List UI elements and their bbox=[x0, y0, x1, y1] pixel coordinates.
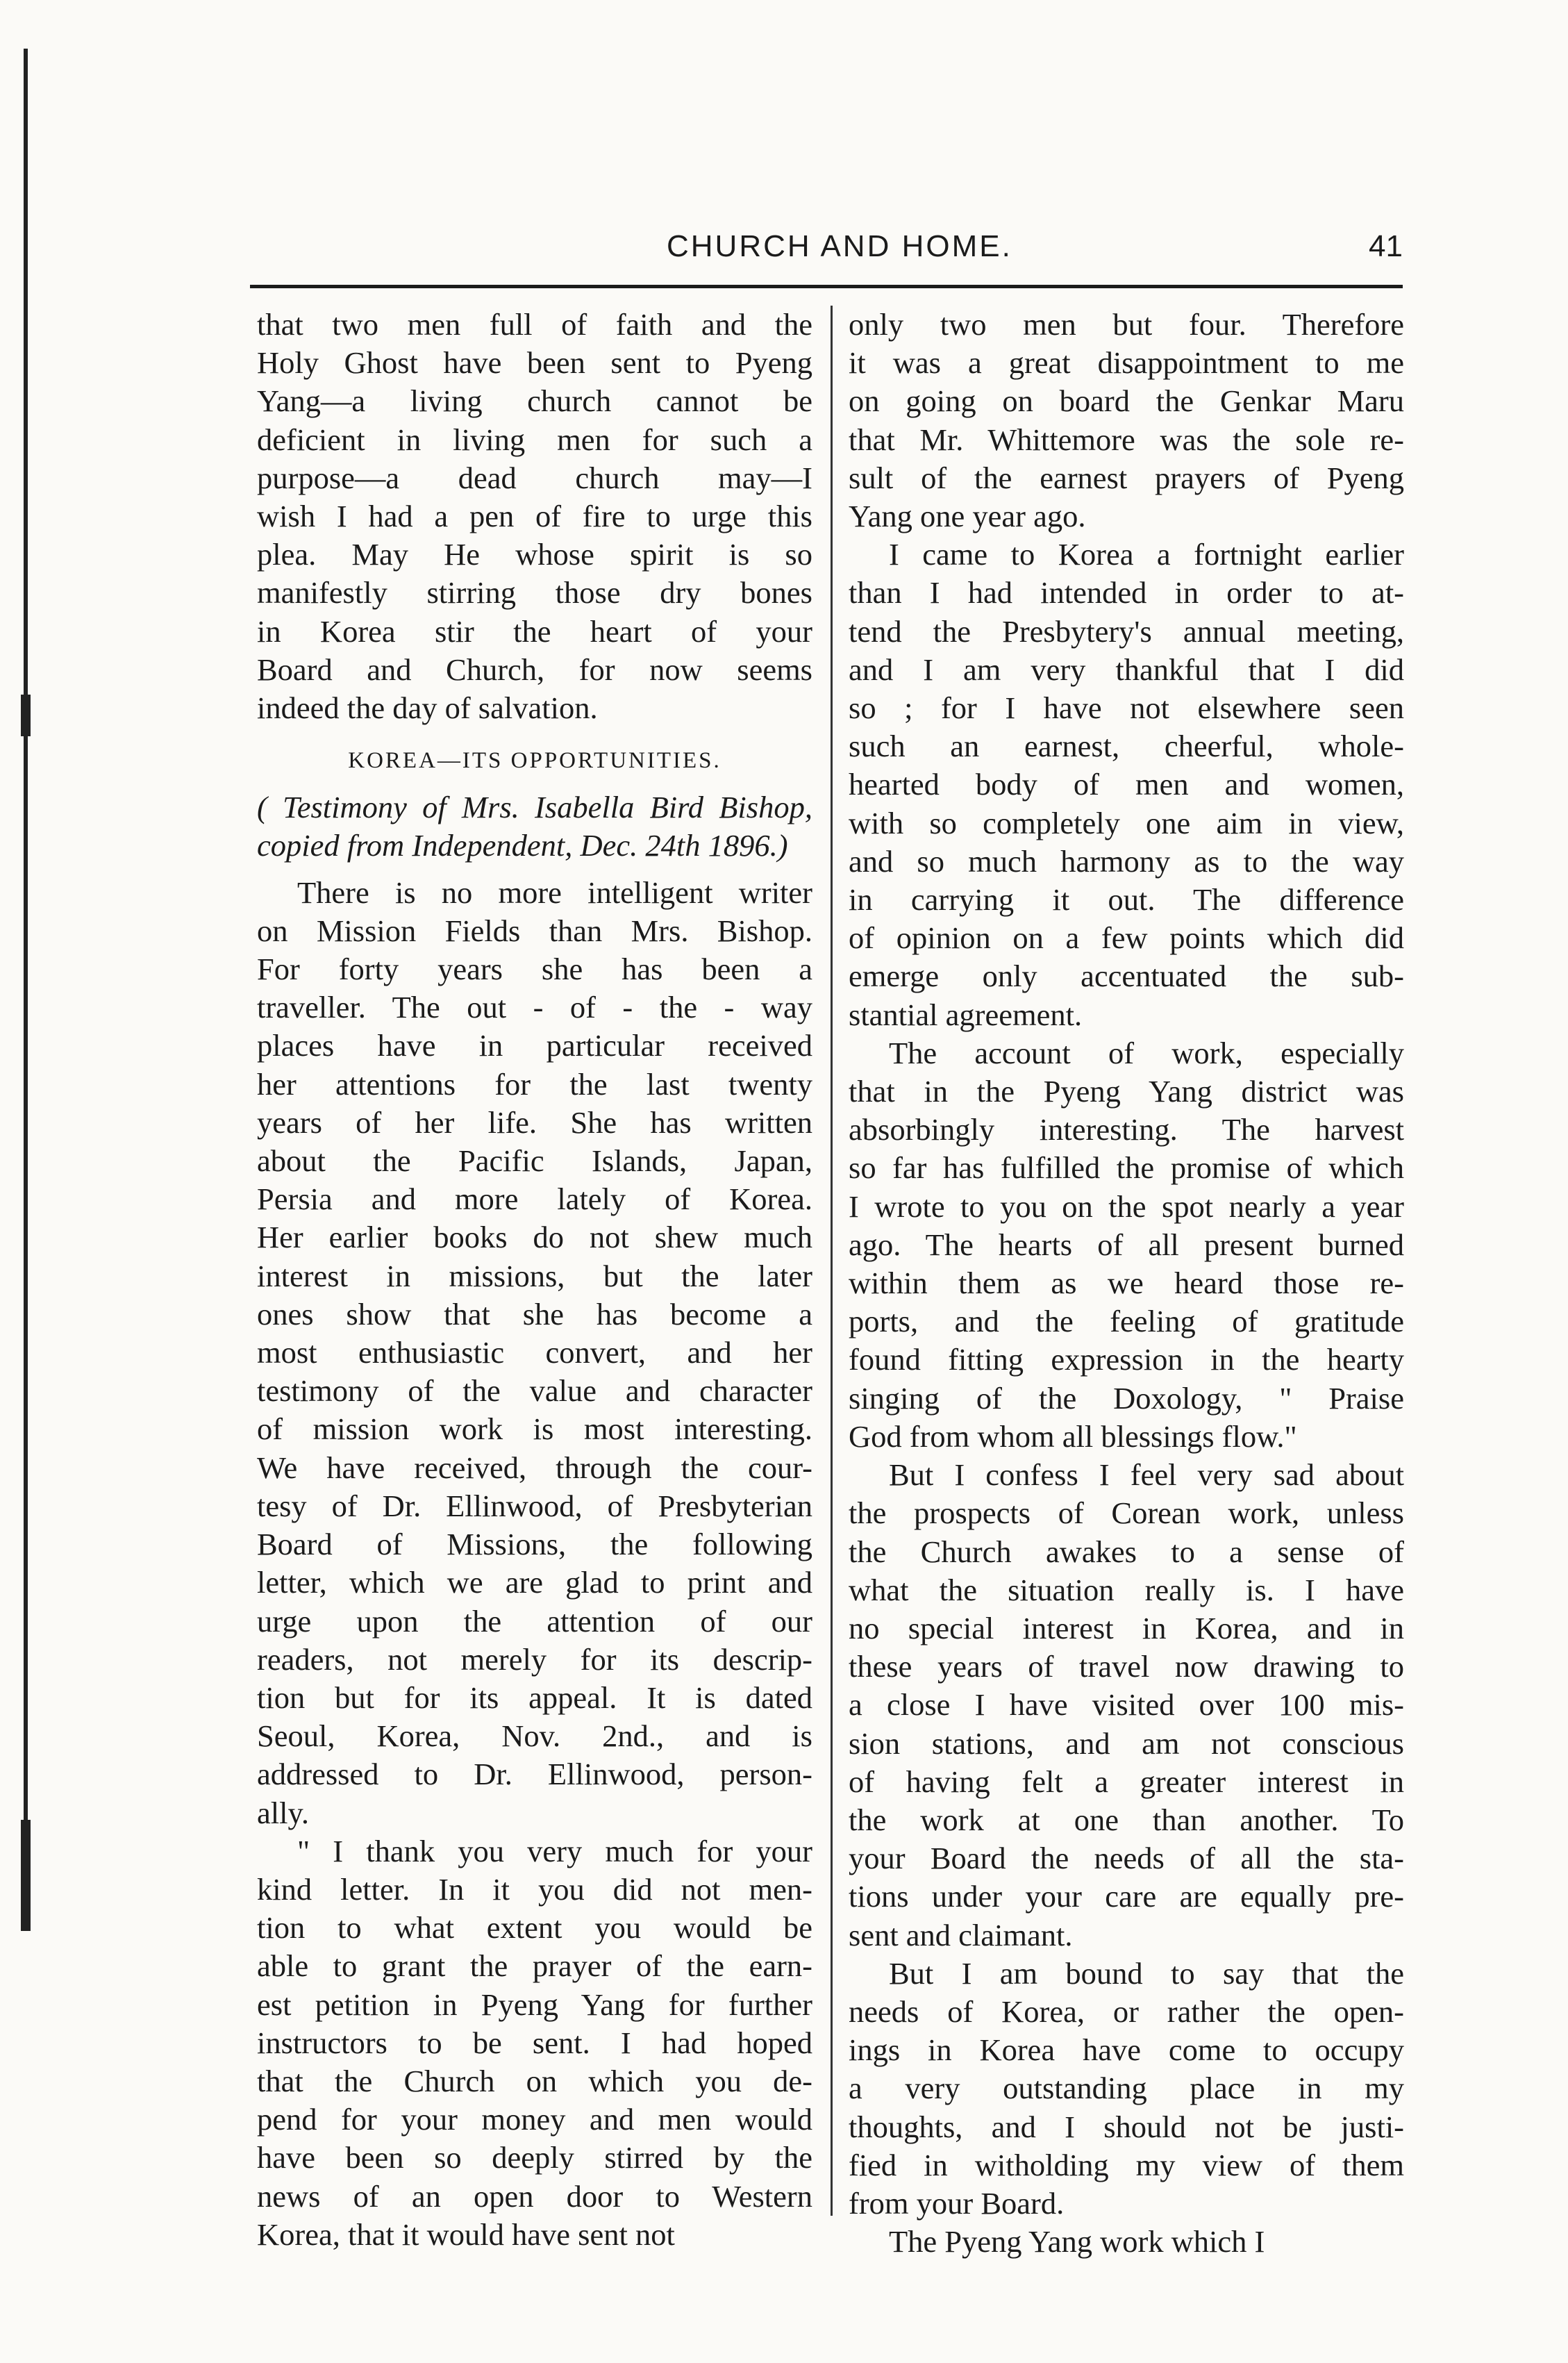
text-line: instructors to be sent. I had hoped bbox=[257, 2025, 812, 2060]
text-line: urge upon the attention of our bbox=[257, 1603, 812, 1639]
scan-mark bbox=[21, 695, 31, 736]
section-heading: KOREA—ITS OPPORTUNITIES. bbox=[348, 748, 722, 774]
text-line: deficient in living men for such a bbox=[257, 422, 812, 457]
text-line: sult of the earnest prayers of Pyeng bbox=[849, 460, 1404, 495]
text-line: tend the Presbytery's annual meeting, bbox=[849, 613, 1404, 649]
paragraph bbox=[849, 306, 1404, 536]
text-line: absorbingly interesting. The harvest bbox=[849, 1112, 1404, 1147]
text-line: your Board the needs of all the sta- bbox=[849, 1841, 1404, 1876]
text-line: traveller. The out - of - the - way bbox=[257, 990, 812, 1025]
text-line: needs of Korea, or rather the open- bbox=[849, 1993, 1404, 2029]
text-line: on Mission Fields than Mrs. Bishop. bbox=[257, 913, 812, 948]
text-line: wish I had a pen of fire to urge this bbox=[257, 499, 812, 534]
text-line: kind letter. In it you did not men- bbox=[257, 1871, 812, 1907]
paragraph bbox=[849, 1955, 1404, 2223]
text-line: so ; for I have not elsewhere seen bbox=[849, 690, 1404, 726]
text-line: Korea, that it would have sent not bbox=[257, 2216, 675, 2252]
text-line: no special interest in Korea, and in bbox=[849, 1610, 1404, 1645]
text-line: Yang one year ago. bbox=[849, 499, 1086, 534]
text-line: ago. The hearts of all present burned bbox=[849, 1227, 1404, 1262]
text-line: that two men full of faith and the bbox=[257, 307, 812, 342]
text-line: tion but for its appeal. It is dated bbox=[257, 1680, 812, 1715]
text-line: that the Church on which you de- bbox=[257, 2063, 812, 2098]
text-line: Holy Ghost have been sent to Pyeng bbox=[257, 345, 812, 381]
text-line: tion to what extent you would be bbox=[257, 1910, 812, 1946]
right-column bbox=[849, 306, 1404, 2260]
text-line: from your Board. bbox=[849, 2185, 1065, 2221]
text-line: found fitting expression in the hearty bbox=[849, 1342, 1404, 1377]
text-line: sent and claimant. bbox=[849, 1917, 1073, 1952]
text-line: only two men but four. Therefore bbox=[849, 307, 1404, 342]
text-line: Board and Church, for now seems bbox=[257, 652, 812, 687]
text-line: God from whom all blessings flow." bbox=[849, 1418, 1297, 1454]
text-line: testimony of the value and character bbox=[257, 1373, 812, 1409]
text-line: The Pyeng Yang work which I bbox=[889, 2224, 1265, 2260]
paragraph bbox=[257, 1832, 812, 2254]
text-line: that in the Pyeng Yang district was bbox=[849, 1074, 1404, 1109]
text-line: have been so deeply stirred by the bbox=[257, 2140, 812, 2175]
text-line: and I am very thankful that I did bbox=[849, 652, 1404, 687]
text-line: of having felt a greater interest in bbox=[849, 1764, 1404, 1799]
text-line: most enthusiastic convert, and her bbox=[257, 1335, 812, 1370]
text-line: manifestly stirring those dry bones bbox=[257, 575, 812, 611]
column-divider bbox=[831, 306, 833, 2216]
text-line: it was a great disappointment to me bbox=[849, 345, 1404, 381]
text-line: ports, and the feeling of gratitude bbox=[849, 1304, 1404, 1339]
text-line: within them as we heard those re- bbox=[849, 1266, 1404, 1301]
text-line: a very outstanding place in my bbox=[849, 2071, 1404, 2106]
text-line: thoughts, and I should not be justi- bbox=[849, 2109, 1404, 2144]
paragraph bbox=[849, 536, 1404, 1034]
text-line: indeed the day of salvation. bbox=[257, 690, 598, 726]
text-line: her attentions for the last twenty bbox=[257, 1066, 812, 1102]
text-line: emerge only accentuated the sub- bbox=[849, 959, 1404, 994]
text-line: I came to Korea a fortnight earlier bbox=[889, 537, 1404, 572]
text-line: in Korea stir the heart of your bbox=[257, 613, 812, 649]
text-line: fied in witholding my view of them bbox=[849, 2147, 1404, 2182]
text-line: these years of travel now drawing to bbox=[849, 1649, 1404, 1684]
citation bbox=[257, 788, 812, 865]
text-line: ( Testimony of Mrs. Isabella Bird Bishop, bbox=[257, 790, 812, 825]
text-line: news of an open door to Western bbox=[257, 2178, 812, 2214]
text-line: with so completely one aim in view, bbox=[849, 805, 1404, 840]
text-line: what the situation really is. I have bbox=[849, 1572, 1404, 1607]
text-line: sion stations, and am not conscious bbox=[849, 1725, 1404, 1761]
text-line: est petition in Pyeng Yang for further bbox=[257, 1987, 812, 2022]
paragraph bbox=[849, 2223, 1404, 2261]
text-line: I wrote to you on the spot nearly a year bbox=[849, 1188, 1404, 1224]
text-line: about the Pacific Islands, Japan, bbox=[257, 1143, 812, 1179]
text-line: ally. bbox=[257, 1795, 309, 1830]
text-line: There is no more intelligent writer bbox=[297, 874, 812, 910]
text-line: plea. May He whose spirit is so bbox=[257, 537, 812, 572]
binding-edge bbox=[24, 49, 28, 1827]
text-line: Yang—a living church cannot be bbox=[257, 383, 812, 419]
text-line: But I am bound to say that the bbox=[889, 1955, 1404, 1991]
text-line: hearted body of men and women, bbox=[849, 767, 1404, 802]
text-line: able to grant the prayer of the earn- bbox=[257, 1948, 812, 1984]
text-line: " I thank you very much for your bbox=[297, 1833, 812, 1868]
text-line: copied from Independent, Dec. 24th 1896.) bbox=[257, 828, 788, 863]
text-line: addressed to Dr. Ellinwood, person- bbox=[257, 1757, 812, 1792]
text-line: tesy of Dr. Ellinwood, of Presbyterian bbox=[257, 1488, 812, 1523]
text-line: purpose—a dead church may—I bbox=[257, 460, 812, 495]
text-line: ings in Korea have come to occupy bbox=[849, 2032, 1404, 2068]
text-line: For forty years she has been a bbox=[257, 952, 812, 987]
running-title: CHURCH AND HOME. bbox=[667, 229, 1012, 263]
paragraph bbox=[257, 306, 812, 727]
page-number: 41 bbox=[1369, 229, 1403, 263]
text-line: But I confess I feel very sad about bbox=[889, 1457, 1404, 1493]
text-line: readers, not merely for its descrip- bbox=[257, 1641, 812, 1677]
text-line: years of her life. She has written bbox=[257, 1104, 812, 1140]
paragraph bbox=[849, 1456, 1404, 1955]
text-line: that Mr. Whittemore was the sole re- bbox=[849, 422, 1404, 457]
text-line: of mission work is most interesting. bbox=[257, 1411, 812, 1447]
text-line: letter, which we are glad to print and bbox=[257, 1565, 812, 1600]
text-line: and so much harmony as to the way bbox=[849, 843, 1404, 879]
text-line: tions under your care are equally pre- bbox=[849, 1879, 1404, 1914]
text-line: the work at one than another. To bbox=[849, 1802, 1404, 1837]
text-line: of opinion on a few points which did bbox=[849, 920, 1404, 956]
header-rule bbox=[250, 285, 1403, 288]
text-line: than I had intended in order to at- bbox=[849, 575, 1404, 611]
left-column bbox=[257, 306, 812, 2252]
text-line: the prospects of Corean work, unless bbox=[849, 1495, 1404, 1531]
text-line: Seoul, Korea, Nov. 2nd., and is bbox=[257, 1718, 812, 1754]
text-line: in carrying it out. The difference bbox=[849, 882, 1404, 918]
text-line: on going on board the Genkar Maru bbox=[849, 383, 1404, 419]
text-line: stantial agreement. bbox=[849, 997, 1083, 1032]
text-line: Persia and more lately of Korea. bbox=[257, 1182, 812, 1217]
paragraph bbox=[257, 874, 812, 1832]
text-line: singing of the Doxology, " Praise bbox=[849, 1380, 1404, 1416]
text-line: The account of work, especially bbox=[889, 1035, 1404, 1070]
text-line: We have received, through the cour- bbox=[257, 1450, 812, 1485]
text-line: a close I have visited over 100 mis- bbox=[849, 1687, 1404, 1723]
text-line: the Church awakes to a sense of bbox=[849, 1534, 1404, 1569]
text-line: places have in particular received bbox=[257, 1028, 812, 1063]
text-line: so far has fulfilled the promise of which bbox=[849, 1150, 1404, 1186]
text-line: interest in missions, but the later bbox=[257, 1258, 812, 1293]
text-line: Her earlier books do not shew much bbox=[257, 1220, 812, 1255]
text-line: such an earnest, cheerful, whole- bbox=[849, 729, 1404, 764]
running-header bbox=[250, 229, 1403, 278]
paragraph bbox=[849, 1034, 1404, 1456]
text-line: pend for your money and men would bbox=[257, 2102, 812, 2137]
scan-mark bbox=[21, 1820, 31, 1931]
text-line: Board of Missions, the following bbox=[257, 1527, 812, 1562]
text-line: ones show that she has become a bbox=[257, 1296, 812, 1332]
